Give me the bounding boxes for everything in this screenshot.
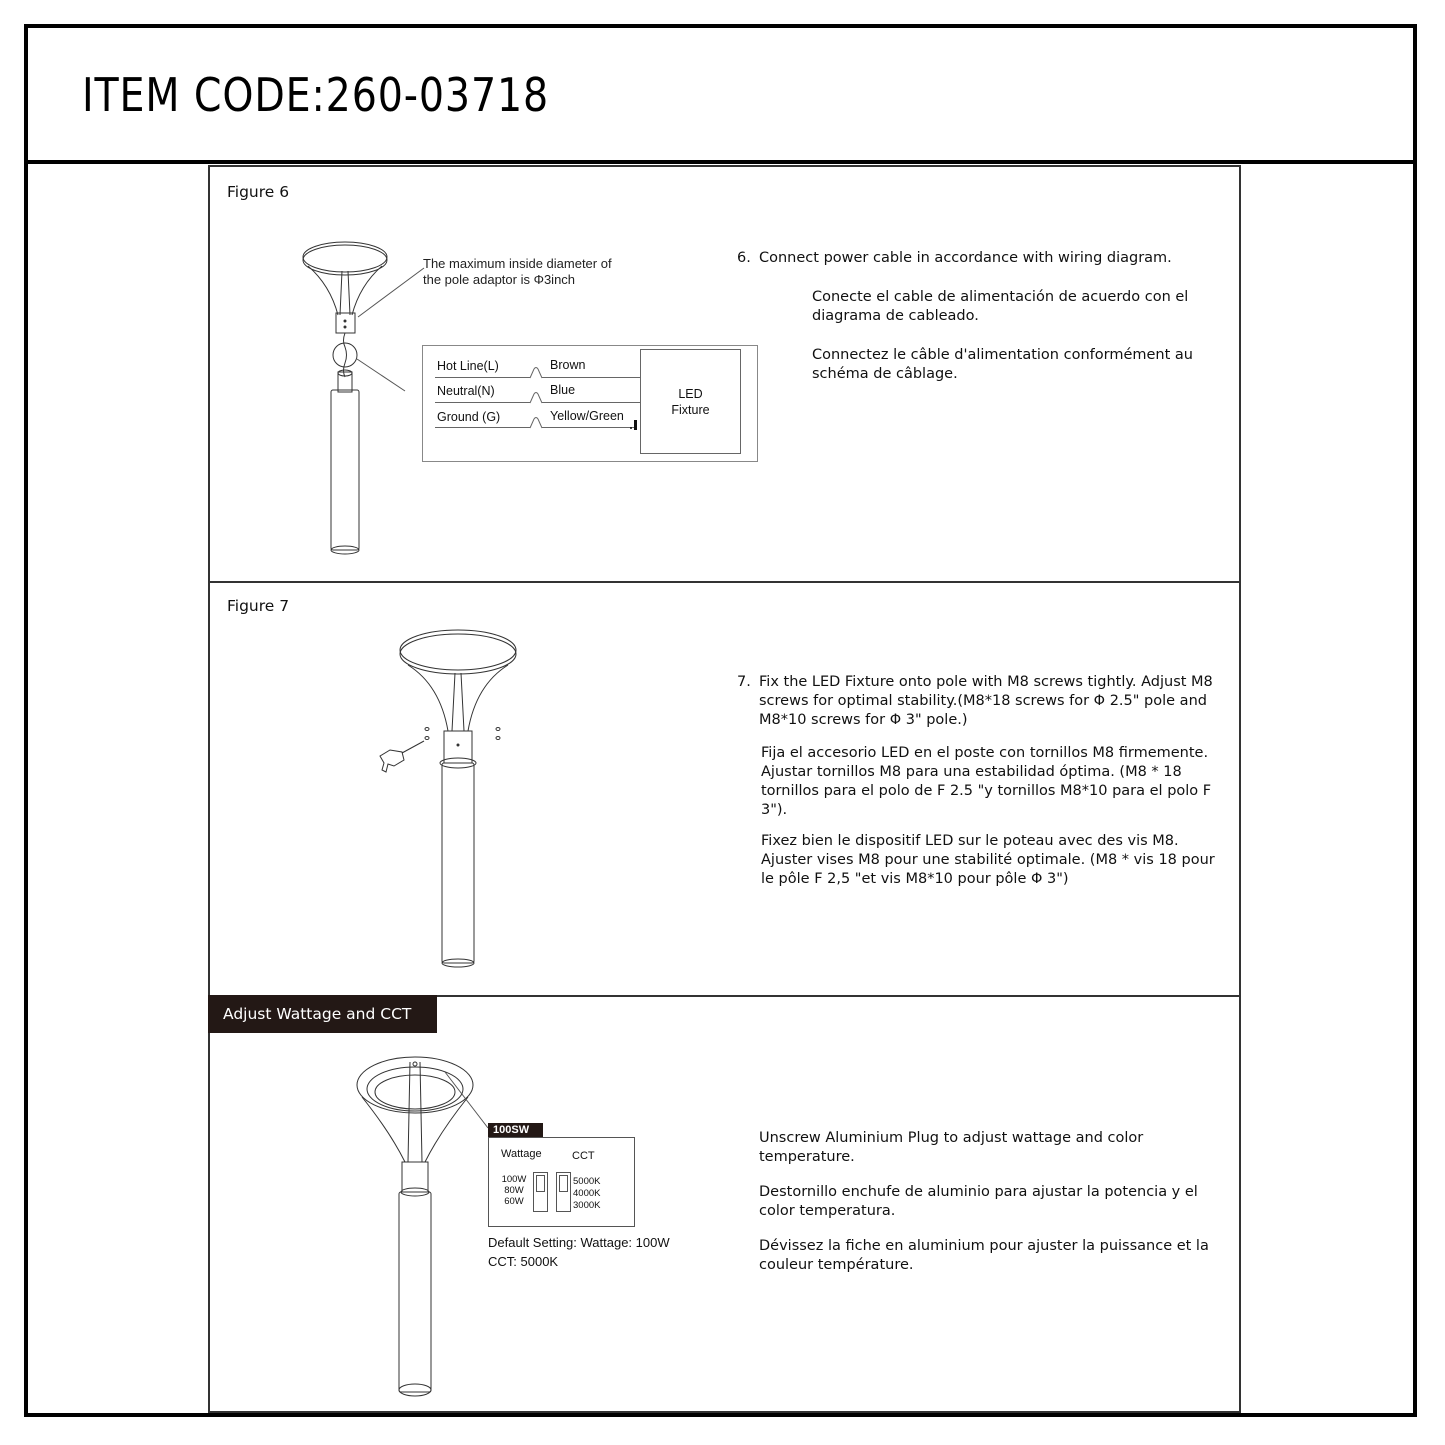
- led-fixture-label-2: Fixture: [671, 402, 710, 417]
- step6-fr: Connectez le câble d'alimentation conformément au schéma de câblage.: [812, 347, 1193, 382]
- switch-model-tag: 100SW: [488, 1123, 543, 1138]
- wattage-option-60w: 60W: [504, 1196, 524, 1207]
- figure6-panel: [208, 165, 1241, 583]
- wire-ground-label: Ground (G): [437, 410, 501, 424]
- header: [28, 28, 1413, 164]
- step6-en: Connect power cable in accordance with wiring diagram.: [759, 250, 1172, 266]
- cct-option-5000k: 5000K: [573, 1176, 601, 1187]
- item-code: ITEM CODE:260-03718: [82, 68, 550, 122]
- step7-fr: Fixez bien le dispositif LED sur le poteau avec des vis M8. Ajuster vises M8 pour une stabilité optimale. (M8 * vis 18 pour le pôle F 2,5 "et vis M8*10 pour pôle Φ 3"): [761, 833, 1215, 887]
- lamp-exploded-illustration: [300, 235, 430, 555]
- adjust-title: Adjust Wattage and CCT: [208, 995, 437, 1033]
- step6-text: [737, 249, 1207, 396]
- step7-text: [737, 673, 1217, 901]
- adjust-panel: [208, 995, 1241, 1413]
- switch-panel: [488, 1137, 635, 1227]
- diameter-note-line1: The maximum inside diameter of: [423, 256, 612, 271]
- wire-ground-color: Yellow/Green: [550, 409, 624, 423]
- cct-label: CCT: [572, 1150, 595, 1162]
- wire-connector-icons: [528, 364, 548, 434]
- wire-neutral-color: Blue: [550, 383, 576, 397]
- step6-es: Conecte el cable de alimentación de acuerdo con el diagrama de cableado.: [812, 289, 1189, 324]
- wire-hot-color: Brown: [550, 358, 586, 372]
- wattage-option-100w: 100W: [501, 1174, 527, 1185]
- wattage-options: [501, 1174, 527, 1207]
- figure6-label: Figure 6: [227, 183, 290, 201]
- cct-option-3000k: 3000K: [573, 1200, 601, 1211]
- default-setting-cct: CCT: 5000K: [488, 1254, 559, 1269]
- step7-es: Fija el accesorio LED en el poste con tornillos M8 firmemente. Ajustar tornillos M8 para una estabilidad óptima. (M8 * 18 tornillos para el polo de F 2.5 "y tornillos M8*10 para el polo F 3").: [761, 745, 1212, 818]
- wattage-switch[interactable]: [533, 1172, 548, 1212]
- ground-terminal-icon: [629, 420, 639, 432]
- adjust-text: [759, 1129, 1209, 1287]
- diameter-note-line2: the pole adaptor is Φ3inch: [423, 272, 576, 287]
- wattage-option-80w: 80W: [504, 1185, 524, 1196]
- wire-hot-label: Hot Line(L): [437, 359, 499, 373]
- wire-neutral-label: Neutral(N): [437, 384, 495, 398]
- step6-number: 6.: [737, 250, 751, 266]
- cct-switch[interactable]: [556, 1172, 571, 1212]
- diameter-note: [423, 256, 612, 288]
- wattage-label: Wattage: [501, 1148, 542, 1160]
- led-fixture-box: [640, 349, 741, 454]
- step7-number: 7.: [737, 674, 751, 690]
- step7-en: Fix the LED Fixture onto pole with M8 screws tightly. Adjust M8 screws for optimal stability.(M8*18 screws for Φ 2.5" pole and M8*10 screws for Φ 3" pole.): [759, 674, 1213, 728]
- default-setting-wattage: Default Setting: Wattage: 100W: [488, 1235, 670, 1250]
- lamp-mounting-illustration: [360, 623, 540, 968]
- figure7-panel: [208, 581, 1241, 997]
- cct-options: [573, 1176, 600, 1212]
- adjust-en: Unscrew Aluminium Plug to adjust wattage and color temperature.: [759, 1130, 1144, 1165]
- figure7-label: Figure 7: [227, 597, 290, 615]
- wiring-diagram: [422, 345, 758, 462]
- cct-option-4000k: 4000K: [573, 1188, 601, 1199]
- default-setting: [488, 1233, 670, 1271]
- led-fixture-label-1: LED: [678, 386, 703, 401]
- adjust-es: Destornillo enchufe de aluminio para ajustar la potencia y el color temperatura.: [759, 1184, 1198, 1219]
- adjust-fr: Dévissez la fiche en aluminium pour ajuster la puissance et la couleur température.: [759, 1238, 1209, 1273]
